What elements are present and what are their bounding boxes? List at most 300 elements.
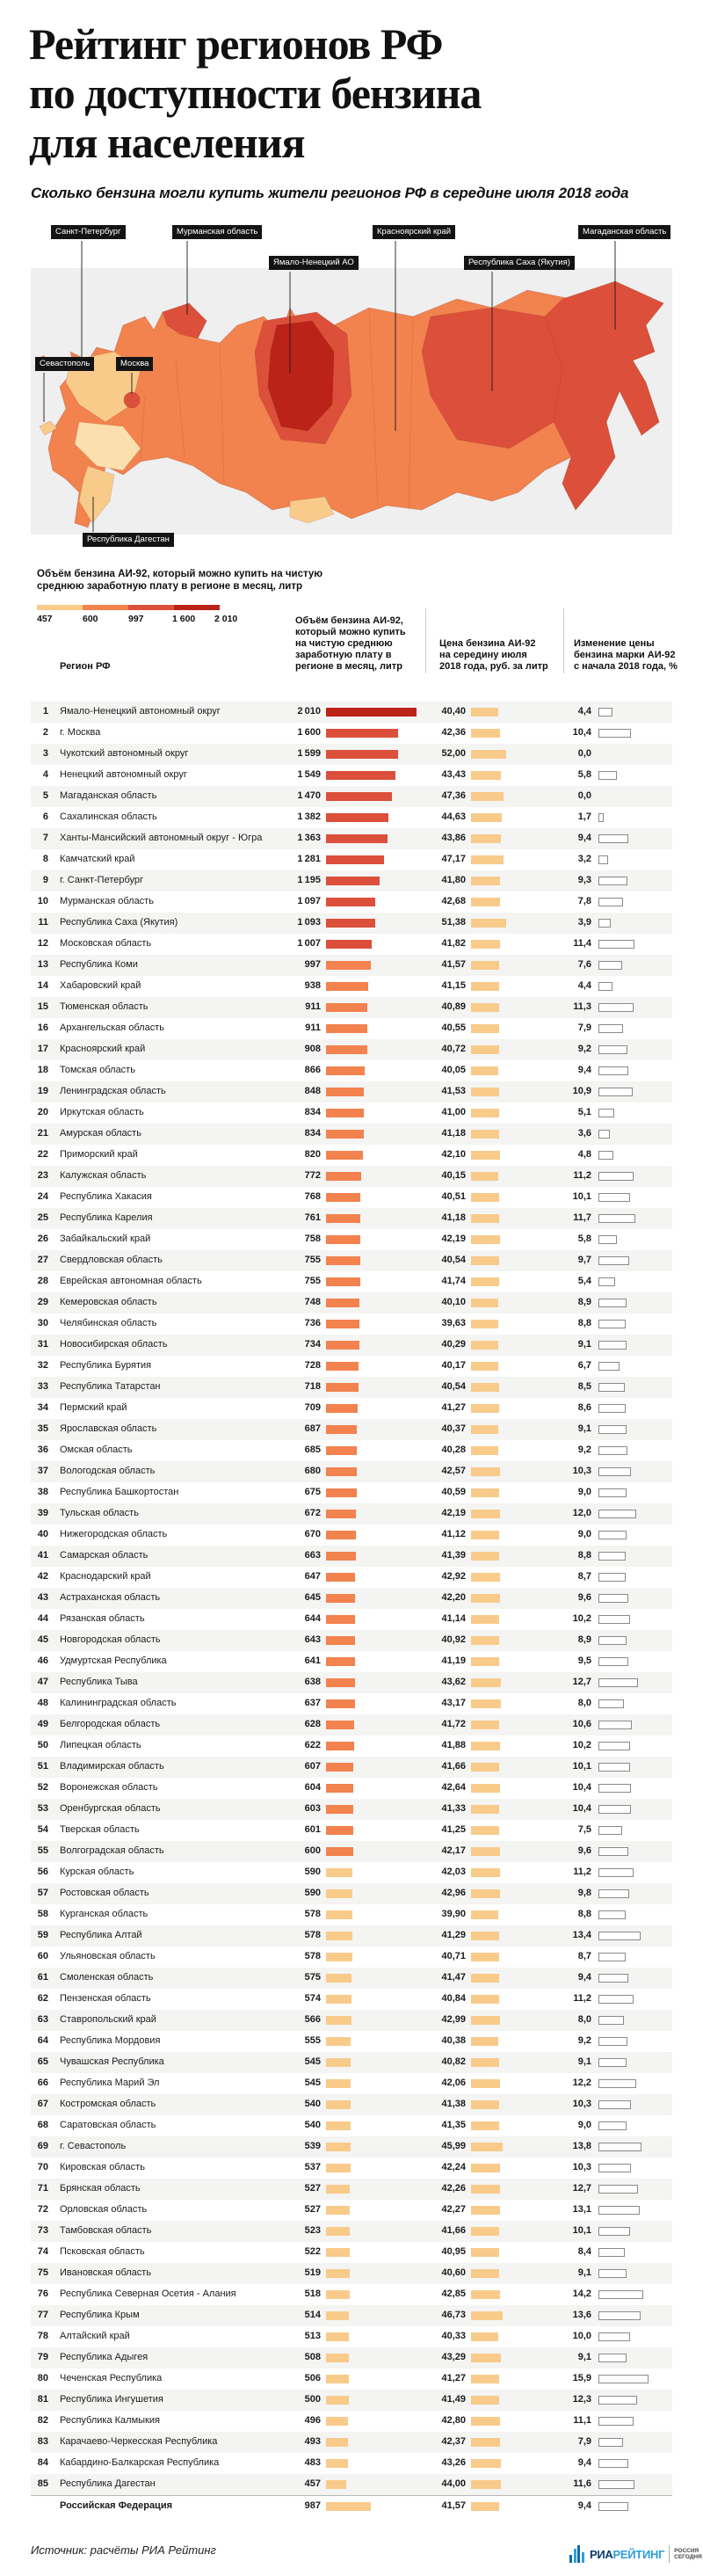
volume-value: 834 bbox=[304, 1128, 321, 1139]
region-name: Волгоградская область bbox=[60, 1845, 164, 1856]
region-name: Республика Адыгея bbox=[60, 2352, 149, 2362]
region-name: Чувашская Республика bbox=[60, 2056, 164, 2067]
region-name: Российская Федерация bbox=[60, 2500, 172, 2511]
rank-number: 14 bbox=[37, 980, 48, 991]
table-row bbox=[31, 1229, 672, 1250]
change-bar bbox=[598, 1003, 634, 1012]
rank-number: 11 bbox=[38, 917, 48, 928]
price-value: 40,71 bbox=[441, 1951, 466, 1961]
price-value: 45,99 bbox=[441, 2141, 466, 2151]
price-value: 41,14 bbox=[441, 1613, 466, 1624]
change-bar bbox=[598, 2121, 627, 2130]
price-value: 41,72 bbox=[441, 1719, 466, 1729]
volume-value: 506 bbox=[304, 2373, 321, 2383]
volume-bar bbox=[326, 1193, 360, 1202]
change-bar bbox=[598, 1320, 626, 1328]
price-bar bbox=[471, 1636, 499, 1645]
region-name: Омская область bbox=[60, 1444, 133, 1455]
rank-number: 83 bbox=[37, 2436, 48, 2447]
change-value: 12,7 bbox=[572, 2183, 591, 2194]
change-value: 8,5 bbox=[577, 1381, 591, 1392]
change-value: 8,7 bbox=[577, 1951, 591, 1961]
change-bar bbox=[598, 2459, 628, 2468]
volume-bar bbox=[326, 1467, 357, 1476]
table-row bbox=[31, 849, 672, 870]
rank-number: 79 bbox=[37, 2352, 48, 2362]
volume-value: 1 363 bbox=[297, 833, 321, 843]
change-bar bbox=[598, 1362, 620, 1371]
region-name: Карачаево-Черкесская Республика bbox=[60, 2436, 218, 2447]
change-bar bbox=[598, 1341, 627, 1350]
rank-number: 59 bbox=[37, 1930, 48, 1940]
change-bar bbox=[598, 2375, 649, 2383]
price-value: 44,63 bbox=[441, 811, 466, 822]
price-bar bbox=[471, 1362, 498, 1371]
change-value: 10,3 bbox=[572, 1466, 591, 1476]
price-value: 42,36 bbox=[441, 727, 466, 738]
table-row bbox=[31, 1883, 672, 1904]
map-label-dagestan: Республика Дагестан bbox=[83, 533, 174, 547]
change-bar bbox=[598, 1868, 634, 1877]
change-bar bbox=[598, 1066, 628, 1075]
region-name: Приморский край bbox=[60, 1149, 138, 1160]
table-row bbox=[31, 1039, 672, 1060]
table-row bbox=[31, 1271, 672, 1292]
volume-value: 1 470 bbox=[297, 790, 321, 801]
price-bar bbox=[471, 2311, 503, 2320]
volume-bar bbox=[326, 1847, 353, 1856]
volume-value: 908 bbox=[304, 1044, 321, 1054]
legend-title-line-1: Объём бензина АИ-92, который можно купить на чистую bbox=[37, 569, 323, 579]
volume-value: 772 bbox=[304, 1170, 321, 1181]
region-name: Чеченская Республика bbox=[60, 2373, 163, 2383]
price-value: 51,38 bbox=[441, 917, 466, 928]
column-header-price: Цена бензина АИ-92 на середину июля 2018 года, руб. за литр bbox=[439, 638, 548, 672]
price-value: 41,19 bbox=[441, 1655, 466, 1666]
volume-bar bbox=[326, 834, 388, 843]
change-value: 5,1 bbox=[577, 1107, 591, 1117]
volume-bar bbox=[326, 898, 375, 906]
price-bar bbox=[471, 2143, 503, 2151]
change-bar bbox=[598, 1699, 624, 1708]
table-row bbox=[31, 2136, 672, 2158]
rank-number: 51 bbox=[37, 1761, 48, 1772]
volume-value: 848 bbox=[304, 1086, 321, 1096]
volume-value: 755 bbox=[304, 1276, 321, 1286]
price-bar bbox=[471, 1045, 499, 1054]
change-value: 10,1 bbox=[572, 2225, 591, 2236]
region-name: Костромская область bbox=[60, 2099, 156, 2109]
volume-bar bbox=[326, 2248, 350, 2257]
table-row bbox=[31, 1482, 672, 1503]
change-value: 7,6 bbox=[577, 959, 591, 970]
change-value: 3,2 bbox=[577, 854, 591, 864]
table-row bbox=[31, 1398, 672, 1419]
rank-number: 68 bbox=[37, 2120, 48, 2130]
volume-value: 574 bbox=[304, 1993, 321, 2004]
map-label-yamal: Ямало-Ненецкий АО bbox=[269, 256, 359, 270]
volume-value: 539 bbox=[304, 2141, 321, 2151]
price-bar bbox=[471, 1826, 499, 1835]
change-value: 8,8 bbox=[577, 1318, 591, 1328]
region-name: Свердловская область bbox=[60, 1255, 163, 1265]
change-bar bbox=[598, 1256, 629, 1265]
title-line-3: для населения bbox=[29, 118, 305, 167]
map-label-murmansk: Мурманская область bbox=[172, 225, 262, 239]
change-value: 4,8 bbox=[577, 1149, 591, 1160]
volume-bar bbox=[326, 1995, 352, 2004]
region-name: Мурманская область bbox=[60, 896, 154, 906]
change-bar bbox=[598, 1995, 634, 2004]
volume-value: 483 bbox=[304, 2457, 321, 2468]
change-value: 11,3 bbox=[573, 1001, 591, 1012]
price-bar bbox=[471, 834, 501, 843]
price-value: 41,88 bbox=[441, 1740, 466, 1750]
logo-ria-text: РИА bbox=[590, 2547, 613, 2561]
volume-value: 1 549 bbox=[297, 769, 321, 780]
change-bar bbox=[598, 1678, 638, 1687]
price-bar bbox=[471, 919, 506, 928]
table-row bbox=[31, 1124, 672, 1145]
rank-number: 60 bbox=[37, 1951, 48, 1961]
region-name: Калужская область bbox=[60, 1170, 147, 1181]
change-value: 10,1 bbox=[572, 1191, 591, 1202]
header-divider bbox=[563, 608, 564, 673]
table-row bbox=[31, 955, 672, 976]
price-value: 42,80 bbox=[441, 2415, 466, 2426]
table-row bbox=[31, 2369, 672, 2390]
table-row bbox=[31, 786, 672, 807]
change-bar bbox=[598, 1847, 628, 1856]
region-name: Тверская область bbox=[60, 1824, 140, 1835]
region-name: Пермский край bbox=[60, 1402, 127, 1413]
volume-value: 672 bbox=[304, 1508, 321, 1518]
change-value: 10,2 bbox=[572, 1740, 591, 1750]
change-bar bbox=[598, 2311, 641, 2320]
price-bar bbox=[471, 1510, 500, 1518]
volume-bar bbox=[326, 2037, 351, 2046]
table-row bbox=[31, 1630, 672, 1651]
table-row bbox=[31, 2094, 672, 2115]
legend-tick: 1 600 bbox=[172, 614, 196, 624]
region-name: Ненецкий автономный округ bbox=[60, 769, 187, 780]
volume-value: 911 bbox=[305, 1001, 321, 1012]
volume-bar bbox=[326, 1235, 360, 1244]
change-value: 10,3 bbox=[572, 2162, 591, 2172]
region-name: Республика Дагестан bbox=[60, 2478, 156, 2489]
volume-value: 997 bbox=[304, 959, 321, 970]
volume-bar bbox=[326, 1615, 355, 1624]
change-bar bbox=[598, 1235, 617, 1244]
change-value: 10,3 bbox=[572, 2099, 591, 2109]
change-value: 0,0 bbox=[577, 790, 591, 801]
change-bar bbox=[598, 834, 628, 843]
table-row bbox=[31, 2347, 672, 2369]
region-name: Рязанская область bbox=[60, 1613, 145, 1624]
volume-bar bbox=[326, 2164, 351, 2172]
table-row bbox=[31, 1313, 672, 1335]
volume-bar bbox=[326, 1277, 360, 1286]
volume-value: 641 bbox=[304, 1655, 321, 1666]
price-bar bbox=[471, 1235, 500, 1244]
volume-bar bbox=[326, 1341, 359, 1350]
volume-value: 545 bbox=[304, 2078, 321, 2088]
volume-value: 728 bbox=[304, 1360, 321, 1371]
table-row bbox=[31, 1377, 672, 1398]
table-row bbox=[31, 1714, 672, 1736]
change-value: 9,0 bbox=[577, 1529, 591, 1539]
volume-bar bbox=[326, 2375, 349, 2383]
volume-bar bbox=[326, 961, 371, 970]
change-bar bbox=[598, 2185, 638, 2194]
volume-value: 866 bbox=[304, 1065, 321, 1075]
volume-bar bbox=[326, 1742, 354, 1750]
volume-bar bbox=[326, 2206, 350, 2215]
logo-bars-icon bbox=[569, 2545, 585, 2563]
column-header-region: Регион РФ bbox=[60, 661, 111, 672]
rank-number: 74 bbox=[37, 2246, 48, 2257]
volume-value: 1 007 bbox=[297, 938, 321, 949]
table-row bbox=[31, 1524, 672, 1546]
change-value: 7,5 bbox=[577, 1824, 591, 1835]
table-row bbox=[31, 1166, 672, 1187]
table-header bbox=[31, 607, 678, 675]
column-header-change: Изменение цены бензина марки АИ-92 с начала 2018 года, % bbox=[574, 638, 678, 672]
region-name: Республика Марий Эл bbox=[60, 2078, 160, 2088]
price-value: 41,74 bbox=[441, 1276, 466, 1286]
volume-value: 1 281 bbox=[297, 854, 321, 864]
price-bar bbox=[471, 729, 500, 738]
price-bar bbox=[471, 1657, 499, 1666]
change-bar bbox=[598, 2354, 627, 2362]
change-value: 13,1 bbox=[572, 2204, 591, 2215]
volume-value: 1 600 bbox=[297, 727, 321, 738]
table-row bbox=[31, 2390, 672, 2411]
table-row bbox=[31, 1588, 672, 1609]
change-bar bbox=[598, 1615, 630, 1624]
change-bar bbox=[598, 2016, 624, 2025]
rank-number: 28 bbox=[37, 1276, 48, 1286]
change-value: 3,9 bbox=[577, 917, 591, 928]
price-bar bbox=[471, 2206, 500, 2215]
volume-bar bbox=[326, 2311, 349, 2320]
region-name: г. Москва bbox=[60, 727, 101, 738]
region-name: Орловская область bbox=[60, 2204, 148, 2215]
price-bar bbox=[471, 2459, 501, 2468]
table-row bbox=[31, 1060, 672, 1081]
price-value: 41,35 bbox=[441, 2120, 466, 2130]
change-value: 9,5 bbox=[577, 1655, 591, 1666]
volume-bar bbox=[326, 1045, 367, 1054]
volume-bar bbox=[326, 1214, 360, 1223]
volume-bar bbox=[326, 1362, 359, 1371]
price-value: 39,63 bbox=[441, 1318, 466, 1328]
change-value: 9,2 bbox=[577, 1444, 591, 1455]
volume-value: 513 bbox=[304, 2331, 321, 2341]
change-value: 5,4 bbox=[577, 1276, 591, 1286]
table-row bbox=[31, 1778, 672, 1799]
price-value: 40,38 bbox=[441, 2035, 466, 2046]
change-value: 11,1 bbox=[573, 2415, 591, 2426]
price-bar bbox=[471, 1172, 498, 1181]
region-name: Пензенская область bbox=[60, 1993, 151, 2004]
volume-bar bbox=[326, 877, 380, 885]
legend-title bbox=[37, 568, 323, 593]
rank-number: 52 bbox=[37, 1782, 48, 1793]
price-value: 40,60 bbox=[441, 2267, 466, 2278]
region-name: Кировская область bbox=[60, 2162, 145, 2172]
price-bar bbox=[471, 1531, 499, 1539]
region-name: Республика Татарстан bbox=[60, 1381, 161, 1392]
table-row bbox=[31, 1904, 672, 1925]
change-value: 9,4 bbox=[577, 2457, 591, 2468]
change-value: 8,0 bbox=[577, 1698, 591, 1708]
map-label-krasnoyarsk: Красноярский край bbox=[373, 225, 455, 239]
table-row bbox=[31, 1862, 672, 1883]
volume-bar bbox=[326, 2269, 350, 2278]
price-bar bbox=[471, 2058, 499, 2067]
volume-value: 522 bbox=[304, 2246, 321, 2257]
price-bar bbox=[471, 2480, 501, 2489]
volume-bar bbox=[326, 2290, 350, 2299]
legend-tick: 2 010 bbox=[214, 614, 238, 624]
price-bar bbox=[471, 1953, 499, 1961]
logo-tagline-line-1: РОССИЯ bbox=[674, 2547, 699, 2554]
table-row bbox=[31, 2031, 672, 2052]
volume-value: 718 bbox=[304, 1381, 321, 1392]
price-value: 40,72 bbox=[441, 1044, 466, 1054]
volume-value: 514 bbox=[304, 2310, 321, 2320]
price-bar bbox=[471, 2396, 499, 2405]
volume-bar bbox=[326, 1088, 364, 1096]
region-name: Республика Мордовия bbox=[60, 2035, 161, 2046]
price-value: 42,27 bbox=[441, 2204, 466, 2215]
price-value: 40,54 bbox=[441, 1255, 466, 1265]
region-name: Ростовская область bbox=[60, 1888, 149, 1898]
change-bar bbox=[598, 2248, 625, 2257]
volume-value: 607 bbox=[304, 1761, 321, 1772]
rank-number: 57 bbox=[37, 1888, 48, 1898]
price-bar bbox=[471, 1404, 499, 1413]
change-bar bbox=[598, 2332, 630, 2341]
price-value: 40,37 bbox=[441, 1423, 466, 1434]
rank-number: 29 bbox=[37, 1297, 48, 1307]
volume-value: 540 bbox=[304, 2120, 321, 2130]
volume-bar bbox=[326, 1657, 355, 1666]
change-bar bbox=[598, 2143, 641, 2151]
price-value: 41,18 bbox=[441, 1128, 466, 1139]
price-bar bbox=[471, 877, 500, 885]
rank-number: 27 bbox=[37, 1255, 48, 1265]
change-value: 9,4 bbox=[577, 1972, 591, 1983]
price-value: 40,54 bbox=[441, 1381, 466, 1392]
volume-bar bbox=[326, 1024, 367, 1033]
price-bar bbox=[471, 1784, 500, 1793]
table-row bbox=[31, 2073, 672, 2094]
change-value: 11,2 bbox=[573, 1170, 591, 1181]
volume-value: 457 bbox=[304, 2478, 321, 2489]
russia-map bbox=[0, 220, 703, 567]
change-bar bbox=[598, 1763, 630, 1772]
rank-number: 65 bbox=[37, 2056, 48, 2067]
table-row bbox=[31, 2284, 672, 2305]
map-label-magadan: Магаданская область bbox=[578, 225, 670, 239]
volume-bar bbox=[326, 1066, 365, 1075]
region-name: Республика Башкортостан bbox=[60, 1487, 179, 1497]
rank-number: 36 bbox=[37, 1444, 48, 1455]
region-name: Республика Бурятия bbox=[60, 1360, 152, 1371]
region-name: Республика Алтай bbox=[60, 1930, 142, 1940]
change-bar bbox=[598, 1657, 628, 1666]
price-value: 41,38 bbox=[441, 2099, 466, 2109]
change-value: 10,1 bbox=[572, 1761, 591, 1772]
volume-bar bbox=[326, 2438, 348, 2447]
change-value: 8,8 bbox=[577, 1909, 591, 1919]
price-value: 42,92 bbox=[441, 1571, 466, 1582]
price-value: 42,20 bbox=[441, 1592, 466, 1603]
volume-bar bbox=[326, 750, 398, 759]
price-value: 41,27 bbox=[441, 2373, 466, 2383]
volume-bar bbox=[326, 1805, 353, 1814]
change-bar bbox=[598, 1172, 634, 1181]
change-value: 8,6 bbox=[577, 1402, 591, 1413]
table-row bbox=[31, 1736, 672, 1757]
price-value: 41,29 bbox=[441, 1930, 466, 1940]
rank-number: 75 bbox=[37, 2267, 48, 2278]
change-bar bbox=[598, 2227, 630, 2236]
table-row bbox=[31, 1250, 672, 1271]
table-row bbox=[31, 976, 672, 997]
volume-value: 820 bbox=[304, 1149, 321, 1160]
volume-bar bbox=[326, 813, 388, 822]
table-row bbox=[31, 2305, 672, 2326]
region-name: Ханты-Мансийский автономный округ - Югра bbox=[60, 833, 263, 843]
change-bar bbox=[598, 2290, 643, 2299]
price-value: 40,05 bbox=[441, 1065, 466, 1075]
volume-bar bbox=[326, 1109, 364, 1117]
volume-value: 500 bbox=[304, 2394, 321, 2405]
volume-value: 527 bbox=[304, 2183, 321, 2194]
volume-value: 758 bbox=[304, 1233, 321, 1244]
change-bar bbox=[598, 898, 623, 906]
change-bar bbox=[598, 1805, 631, 1814]
change-value: 11,4 bbox=[573, 938, 591, 949]
table-row bbox=[31, 2010, 672, 2031]
volume-bar bbox=[326, 919, 375, 928]
volume-value: 938 bbox=[304, 980, 321, 991]
rank-number: 46 bbox=[37, 1655, 48, 1666]
change-value: 14,2 bbox=[572, 2289, 591, 2299]
price-bar bbox=[471, 1678, 501, 1687]
price-bar bbox=[471, 1889, 500, 1898]
rank-number: 5 bbox=[42, 790, 48, 801]
price-bar bbox=[471, 1341, 498, 1350]
table-row bbox=[31, 1145, 672, 1166]
volume-bar bbox=[326, 1299, 359, 1307]
region-name: Саратовская область bbox=[60, 2120, 156, 2130]
table-row bbox=[31, 1018, 672, 1039]
price-bar bbox=[471, 2290, 500, 2299]
change-bar bbox=[598, 1446, 627, 1455]
table-row bbox=[31, 1356, 672, 1377]
price-bar bbox=[471, 1699, 501, 1708]
change-bar bbox=[598, 877, 627, 885]
rank-number: 66 bbox=[37, 2078, 48, 2088]
rank-number: 20 bbox=[37, 1107, 48, 1117]
region-name: Чукотский автономный округ bbox=[60, 748, 189, 759]
price-bar bbox=[471, 2502, 499, 2511]
rank-number: 39 bbox=[37, 1508, 48, 1518]
